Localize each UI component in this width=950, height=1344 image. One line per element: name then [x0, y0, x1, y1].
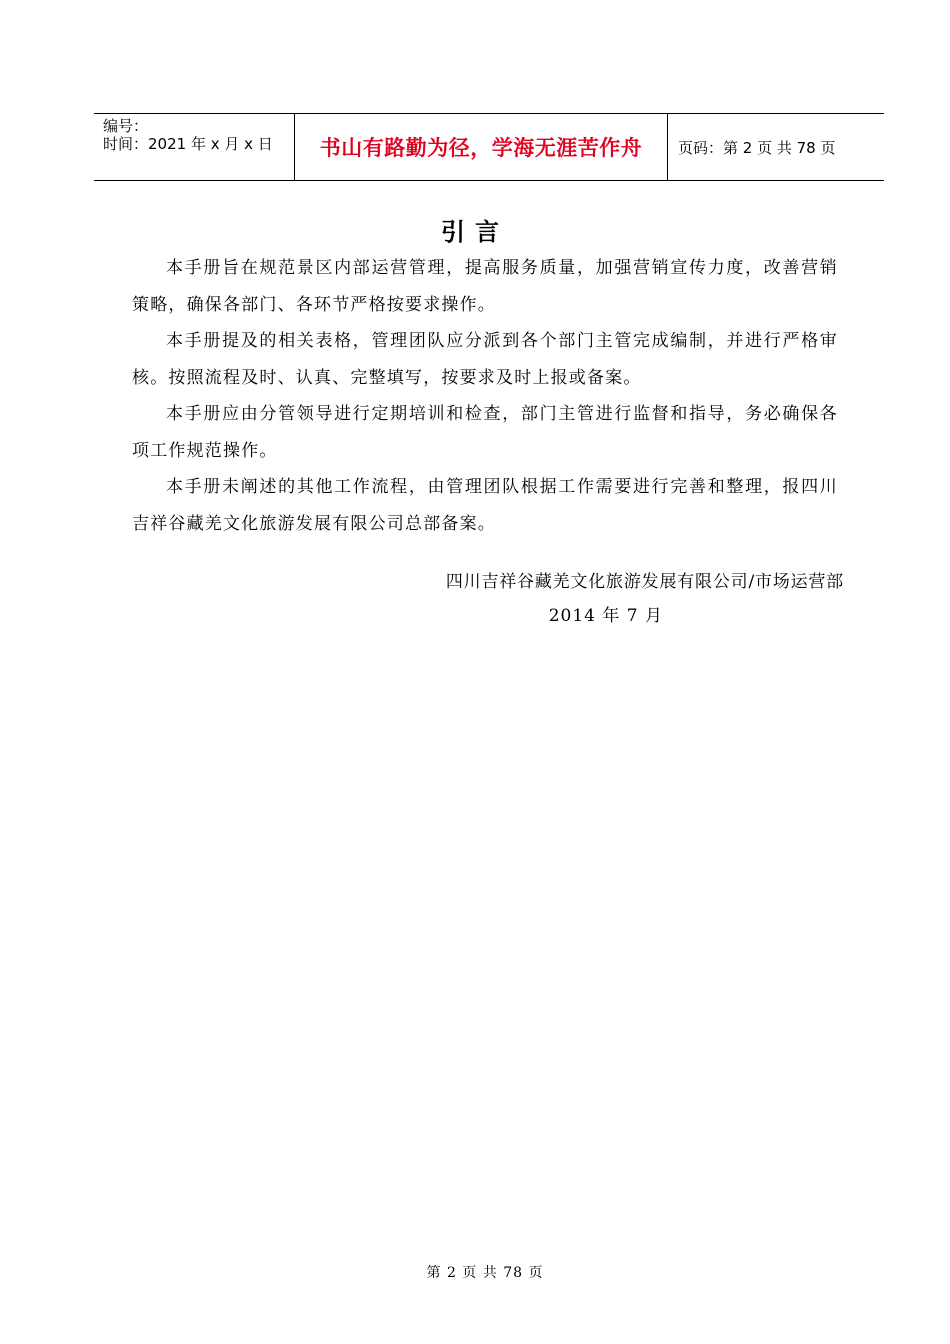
paragraph: 本手册未阐述的其他工作流程，由管理团队根据工作需要进行完善和整理，报四川吉祥谷藏羌文化旅游发展有限公司总部备案。 — [132, 477, 838, 534]
paragraph: 本手册旨在规范景区内部运营管理，提高服务质量，加强营销宣传力度，改善营销策略，确保各部门、各环节严格按要求操作。 — [132, 258, 838, 315]
time-label: 时间：2021 年 x 月 x 日 — [103, 135, 273, 153]
page-footer: 第 2 页 共 78 页 — [426, 1265, 544, 1281]
header-meta — [94, 114, 295, 180]
number-label: 编号： — [103, 117, 149, 135]
signature-date: 2014 年 7 月 — [548, 606, 663, 626]
paragraph: 本手册提及的相关表格，管理团队应分派到各个部门主管完成编制，并进行严格审核。按照流程及时、认真、完整填写，按要求及时上报或备案。 — [132, 331, 838, 388]
header-page-info: 页码：第 2 页 共 78 页 — [678, 138, 836, 157]
document-title: 引言 — [441, 218, 509, 246]
page-header — [94, 113, 884, 181]
signature: 四川吉祥谷藏羌文化旅游发展有限公司/市场运营部 — [445, 572, 844, 592]
header-motto: 书山有路勤为径，学海无涯苦作舟 — [295, 114, 668, 180]
document-body — [132, 250, 838, 542]
paragraph: 本手册应由分管领导进行定期培训和检查，部门主管进行监督和指导，务必确保各项工作规范操作。 — [132, 404, 838, 461]
